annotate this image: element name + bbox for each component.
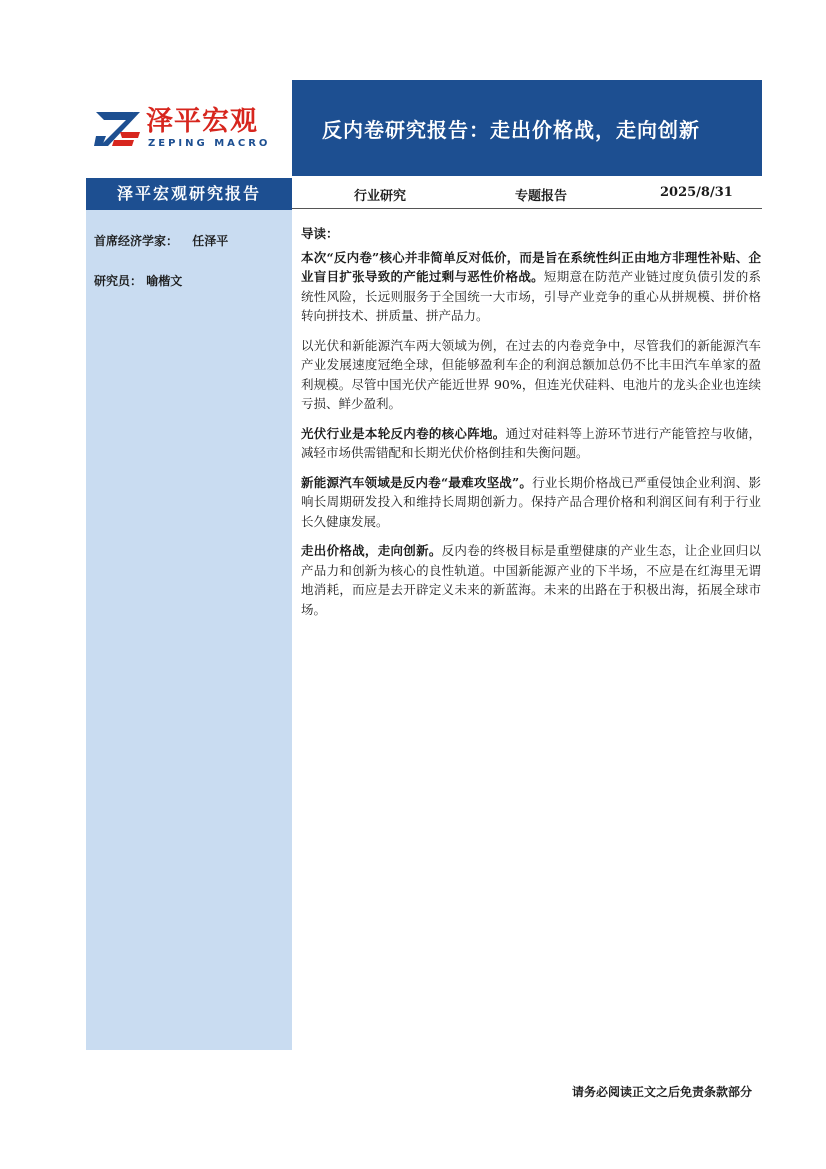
logo-name-en: ZEPING MACRO (148, 138, 271, 149)
report-body (301, 224, 761, 629)
paragraph-5 (301, 541, 761, 619)
meta-category: 行业研究 (354, 189, 407, 204)
meta-type: 专题报告 (515, 189, 568, 204)
paragraph-1-text: 短期意在防范产业链过度负债引发的系统性风险，长远则服务于全国统一大市场，引导产业竞争的重心从拼规模、拼价格转向拼技术、拼质量、拼产品力。 (301, 269, 761, 323)
paragraph-5-text: 反内卷的终极目标是重塑健康的产业生态，让企业回归以产品力和创新为核心的良性轨道。中国新能源产业的下半场，不应是在红海里无谓地消耗，而应是去开辟定义未来的新蓝海。未来的出路在于积极出海，拓展全球市场。 (301, 543, 761, 617)
disclaimer-footer: 请务必阅读正文之后免责条款部分 (571, 1085, 752, 1099)
chief-name: 任泽平 (192, 234, 229, 248)
researcher-label: 研究员： (94, 274, 143, 288)
paragraph-3 (301, 424, 761, 463)
chief-label: 首席经济学家： (94, 234, 179, 248)
paragraph-4-text: 行业长期价格战已严重侵蚀企业利润、影响长周期研发投入和维持长周期创新力。保持产品合理价格和利润区间有利于行业长久健康发展。 (301, 474, 761, 529)
zeping-logo-icon (94, 106, 140, 150)
researcher-name: 喻楷文 (146, 274, 183, 288)
meta-date: 2025/8/31 (660, 185, 733, 200)
sidebar (86, 210, 292, 1050)
paragraph-4-bold: 新能源汽车领域是反内卷“最难攻坚战”。 (301, 474, 533, 490)
paragraph-2-text: 以光伏和新能源汽车两大领域为例，在过去的内卷竞争中，尽管我们的新能源汽车产业发展速度冠绝全球，但能够盈利车企的利润总额加总仍不比丰田汽车单家的盈利规模。尽管中国光伏产能近世界 90%，但连光伏硅料、电池片的龙头企业也连续亏损、鲜少盈利。 (301, 337, 761, 411)
paragraph-1 (301, 248, 761, 326)
chief-economist-row (94, 232, 228, 249)
intro-label: 导读： (301, 226, 339, 241)
report-title: 反内卷研究报告：走出价格战，走向创新 (322, 118, 700, 142)
brand-logo (94, 106, 284, 150)
paragraph-1-bold: 本次“反内卷”核心并非简单反对低价，而是旨在系统性纠正由地方非理性补贴、企业盲目扩张导致的产能过剩与恶性价格战。 (301, 249, 761, 284)
researcher-row (94, 272, 182, 289)
paragraph-2 (301, 336, 761, 414)
paragraph-5-bold: 走出价格战，走向创新。 (301, 543, 442, 558)
sidebar-header: 泽平宏观研究报告 (86, 178, 292, 210)
title-banner (292, 80, 762, 176)
paragraph-4 (301, 473, 761, 532)
logo-name-cn: 泽平宏观 (146, 106, 258, 137)
header-divider (292, 208, 762, 209)
paragraph-3-text: 通过对硅料等上游环节进行产能管控与收储，减轻市场供需错配和长期光伏价格倒挂和失衡问题。 (301, 425, 761, 460)
paragraph-3-bold: 光伏行业是本轮反内卷的核心阵地。 (301, 425, 506, 441)
